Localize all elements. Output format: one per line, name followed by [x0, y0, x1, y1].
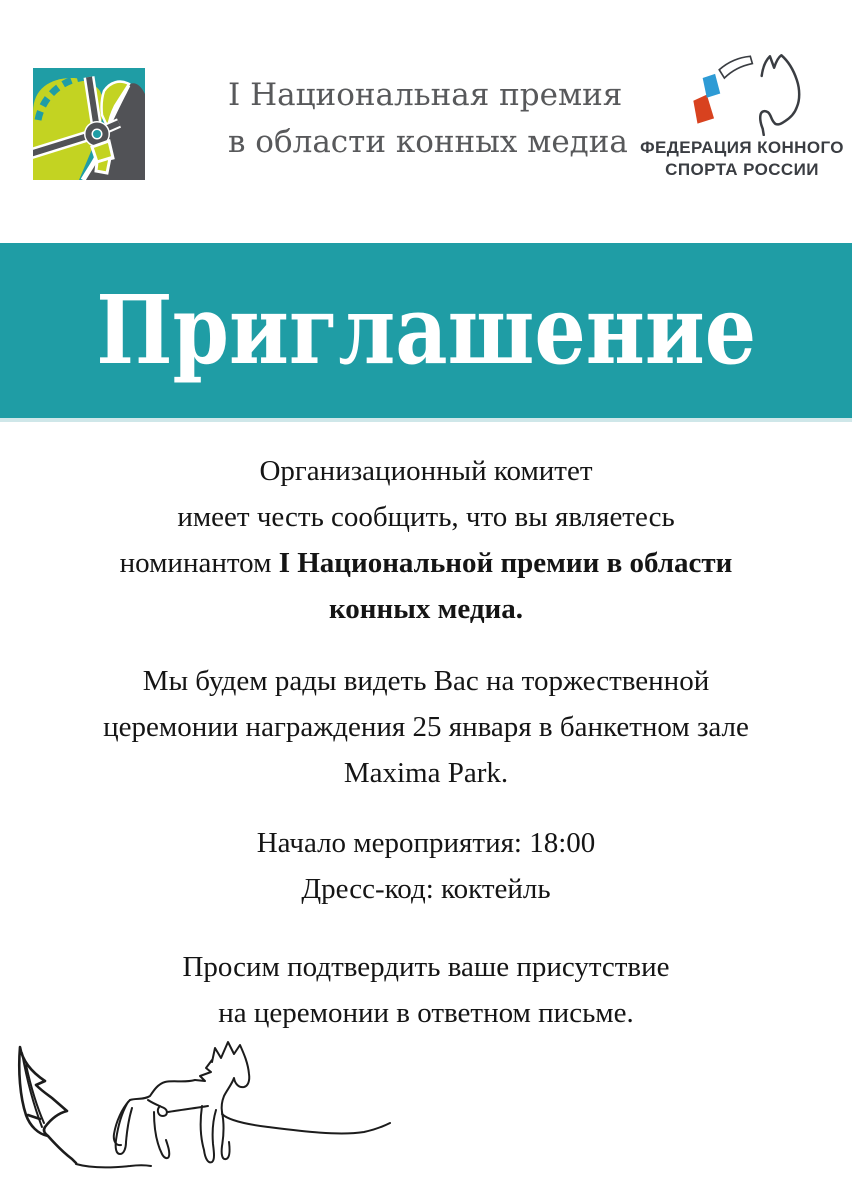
- horse-feather-line-drawing: [8, 1030, 400, 1192]
- banner-title: Приглашение: [96, 275, 756, 386]
- fksr-name-line1: ФЕДЕРАЦИЯ КОННОГО: [640, 138, 844, 157]
- start-time: Начало мероприятия: 18:00: [256, 827, 596, 859]
- paragraph-ceremony: [0, 658, 852, 796]
- p4-line2: на церемонии в ответном письме.: [218, 997, 634, 1029]
- paragraph-nominee: [0, 448, 852, 632]
- paragraph-rsvp: [0, 944, 852, 1036]
- p1-line2: имеет честь сообщить, что вы являетесь: [177, 501, 675, 533]
- p4-line1: Просим подтвердить ваше присутствие: [182, 951, 670, 983]
- paragraph-details: [0, 820, 852, 912]
- invitation-body: [0, 448, 852, 1036]
- p2-line1: Мы будем рады видеть Вас на торжественной: [142, 665, 710, 697]
- horse-head-ribbon-icon: [674, 48, 810, 136]
- dress-code: Дресс-код: коктейль: [301, 873, 551, 905]
- award-title-line2: в области конных медиа: [228, 124, 628, 160]
- p1-line1: Организационный комитет: [259, 455, 593, 487]
- invitation-banner: [0, 243, 852, 422]
- award-title: [228, 72, 628, 166]
- award-title-line1: I Национальная премия: [228, 77, 623, 113]
- fksr-name: [640, 137, 844, 181]
- p1-line4: конных медиа.: [328, 593, 523, 625]
- p2-line3: Maxima Park.: [343, 757, 509, 789]
- fksr-name-line2: СПОРТА РОССИИ: [665, 160, 819, 179]
- award-logo-icon: [33, 68, 145, 180]
- p2-line2: церемонии награждения 25 января в банкетном зале: [103, 711, 749, 743]
- fksr-logo: [640, 48, 844, 181]
- p1-line3: номинантом I Национальной премии в области: [119, 547, 733, 579]
